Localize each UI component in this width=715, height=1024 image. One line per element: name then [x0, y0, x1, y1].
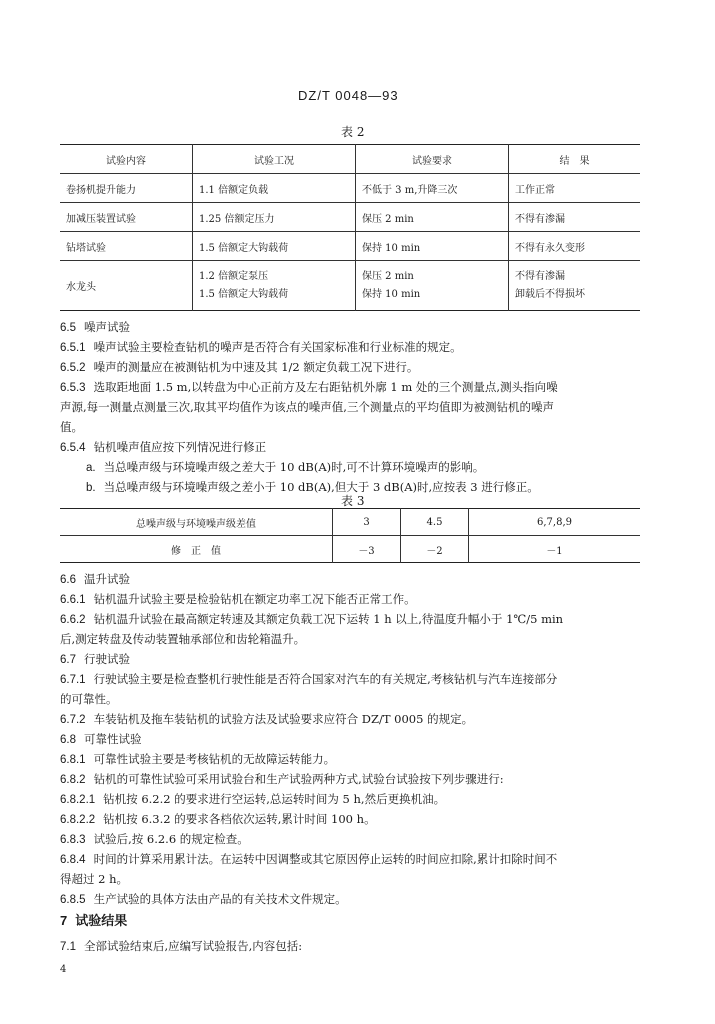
clause-number: 6.6.2 [60, 614, 86, 626]
clause-number: 6.8.2 [60, 774, 86, 786]
clause-number: 6.8.4 [60, 854, 86, 866]
clause-number: 6.5.4 [60, 442, 86, 454]
table-cell: 钻塔试验 [60, 232, 193, 261]
table-cell: 工作正常 [509, 174, 641, 203]
table-row [60, 261, 640, 311]
section-number: 6.7 [60, 654, 76, 666]
table-cell: 1.1 倍额定负载 [193, 174, 356, 203]
paragraph [60, 671, 650, 688]
table-cell: 不低于 3 m,升降三次 [356, 174, 509, 203]
list-text: 当总噪声级与环境噪声级之差小于 10 dB(A),但大于 3 dB(A)时,应按表 3 进行修正。 [103, 480, 539, 494]
table-cell: －1 [469, 536, 641, 563]
list-text: 当总噪声级与环境噪声级之差大于 10 dB(A)时,可不计算环境噪声的影响。 [103, 460, 485, 474]
table-cell [193, 261, 356, 311]
standard-code: DZ/T 0048—93 [298, 88, 399, 103]
clause-number: 6.8.2.2 [60, 814, 96, 826]
paragraph [60, 891, 650, 908]
section-title: 噪声试验 [84, 320, 130, 334]
table-cell [509, 261, 641, 311]
chapter-number: 7 [60, 913, 68, 928]
table-row [60, 174, 640, 203]
clause-number: 6.8.2.1 [60, 794, 96, 806]
section-number: 6.5 [60, 322, 76, 334]
paragraph-continuation: 的可靠性。 [60, 692, 118, 706]
paragraph-text: 钻机温升试验主要是检验钻机在额定功率工况下能否正常工作。 [93, 592, 416, 606]
clause-number: 6.5.1 [60, 342, 86, 354]
paragraph-text: 生产试验的具体方法由产品的有关技术文件规定。 [93, 892, 347, 906]
paragraph [60, 771, 650, 788]
paragraph [60, 791, 650, 808]
paragraph-text: 钻机的可靠性试验可采用试验台和生产试验两种方式,试验台试验按下列步骤进行: [93, 772, 504, 786]
clause-number: 7.1 [60, 941, 76, 953]
table-2-title: 表 2 [341, 125, 365, 139]
table-cell: 总噪声级与环境噪声级差值 [136, 518, 256, 530]
paragraph [60, 439, 650, 456]
table-cell: 不得有渗漏 [509, 203, 641, 232]
clause-number: 6.7.1 [60, 674, 86, 686]
paragraph [60, 379, 650, 396]
clause-number: 6.8.5 [60, 894, 86, 906]
paragraph [60, 711, 650, 728]
table-row [60, 203, 640, 232]
table-cell: 水龙头 [60, 261, 193, 311]
paragraph-text: 噪声的测量应在被测钻机为中速及其 1/2 额定负载工况下进行。 [93, 360, 419, 374]
clause-number: 6.5.3 [60, 382, 86, 394]
header-cell: 结 果 [509, 145, 641, 174]
section-number: 6.6 [60, 574, 76, 586]
table-cell [356, 261, 509, 311]
list-label: a. [86, 462, 96, 474]
clause-number: 6.8.3 [60, 834, 86, 846]
table-row [60, 509, 640, 536]
paragraph-text: 钻机按 6.2.2 的要求进行空运转,总运转时间为 5 h,然后更换机油。 [103, 792, 446, 806]
table-cell: 4.5 [401, 509, 469, 536]
table-2 [60, 144, 640, 311]
page-number: 4 [60, 964, 67, 975]
table-cell: 1.25 倍额定压力 [193, 203, 356, 232]
paragraph [60, 359, 650, 376]
section-title: 行驶试验 [84, 652, 130, 666]
section-title: 温升试验 [84, 572, 130, 586]
paragraph-text: 钻机按 6.3.2 的要求各档依次运转,累计时间 100 h。 [103, 812, 376, 826]
table-cell: 3 [333, 509, 401, 536]
paragraph-text: 行驶试验主要是检查整机行驶性能是否符合国家对汽车的有关规定,考核钻机与汽车连接部分 [93, 672, 558, 686]
paragraph-text: 钻机温升试验在最高额定转速及其额定负载工况下运转 1 h 以上,待温度升幅小于 1℃/5 min [93, 612, 564, 626]
header-cell: 试验要求 [356, 145, 509, 174]
section-heading [60, 731, 650, 748]
section-heading [60, 651, 650, 668]
clause-number: 6.5.2 [60, 362, 86, 374]
cell-line: 保持 10 min [362, 288, 421, 300]
header-cell: 试验内容 [106, 155, 146, 167]
table-cell: 保压 2 min [356, 203, 509, 232]
table-header-row [60, 145, 640, 174]
clause-number: 6.8.1 [60, 754, 86, 766]
paragraph-text: 全部试验结束后,应编写试验报告,内容包括: [84, 939, 303, 953]
table-row [60, 232, 640, 261]
list-item [86, 459, 676, 476]
clause-number: 6.7.2 [60, 714, 86, 726]
table-cell: 不得有永久变形 [509, 232, 641, 261]
paragraph-text: 时间的计算采用累计法。在运转中因调整或其它原因停止运转的时间应扣除,累计扣除时间不 [93, 852, 558, 866]
paragraph [60, 938, 650, 955]
cell-line: 卸载后不得损坏 [515, 288, 585, 300]
section-heading [60, 319, 650, 336]
paragraph-text: 车装钻机及拖车装钻机的试验方法及试验要求应符合 DZ/T 0005 的规定。 [93, 712, 474, 726]
paragraph-text: 噪声试验主要检查钻机的噪声是否符合有关国家标准和行业标准的规定。 [93, 340, 462, 354]
clause-number: 6.6.1 [60, 594, 86, 606]
paragraph-text: 选取距地面 1.5 m,以转盘为中心正前方及左右距钻机外廓 1 m 处的三个测量点,测头指向噪 [93, 380, 558, 394]
table-cell: 卷扬机提升能力 [60, 174, 193, 203]
section-heading [60, 571, 650, 588]
paragraph-text: 可靠性试验主要是考核钻机的无故障运转能力。 [93, 752, 336, 766]
paragraph-continuation: 声源,每一测量点测量三次,取其平均值作为该点的噪声值,三个测量点的平均值即为被测钻机的噪声 [60, 400, 554, 414]
cell-line: 不得有渗漏 [515, 270, 565, 282]
list-label: b. [86, 482, 96, 494]
table-cell: 1.5 倍额定大钩载荷 [193, 232, 356, 261]
paragraph [60, 591, 650, 608]
paragraph-text: 试验后,按 6.2.6 的规定检查。 [93, 832, 249, 846]
paragraph-continuation: 值。 [60, 420, 83, 434]
paragraph [60, 611, 650, 628]
paragraph-text: 钻机噪声值应按下列情况进行修正 [93, 440, 267, 454]
section-number: 6.8 [60, 734, 76, 746]
paragraph [60, 751, 650, 768]
cell-line: 保压 2 min [362, 270, 414, 282]
chapter-title: 试验结果 [75, 914, 128, 929]
paragraph-continuation: 后,测定转盘及传动装置轴承部位和齿轮箱温升。 [60, 632, 306, 646]
cell-line: 1.5 倍额定大钩载荷 [199, 288, 289, 300]
list-item [86, 479, 676, 496]
paragraph-continuation: 得超过 2 h。 [60, 872, 129, 886]
table-cell: 6,7,8,9 [469, 509, 641, 536]
header-cell: 试验工况 [193, 145, 356, 174]
table-row [60, 536, 640, 563]
table-cell: 修 正 值 [60, 536, 333, 563]
table-cell: 保持 10 min [356, 232, 509, 261]
table-cell: －2 [401, 536, 469, 563]
paragraph [60, 811, 650, 828]
section-title: 可靠性试验 [84, 732, 142, 746]
paragraph [60, 851, 650, 868]
cell-line: 1.2 倍额定泵压 [199, 270, 269, 282]
table-3 [60, 508, 640, 563]
table-cell: －3 [333, 536, 401, 563]
chapter-heading [60, 913, 650, 930]
paragraph [60, 831, 650, 848]
paragraph [60, 339, 650, 356]
table-3-title: 表 3 [341, 494, 365, 508]
table-cell: 加减压装置试验 [60, 203, 193, 232]
